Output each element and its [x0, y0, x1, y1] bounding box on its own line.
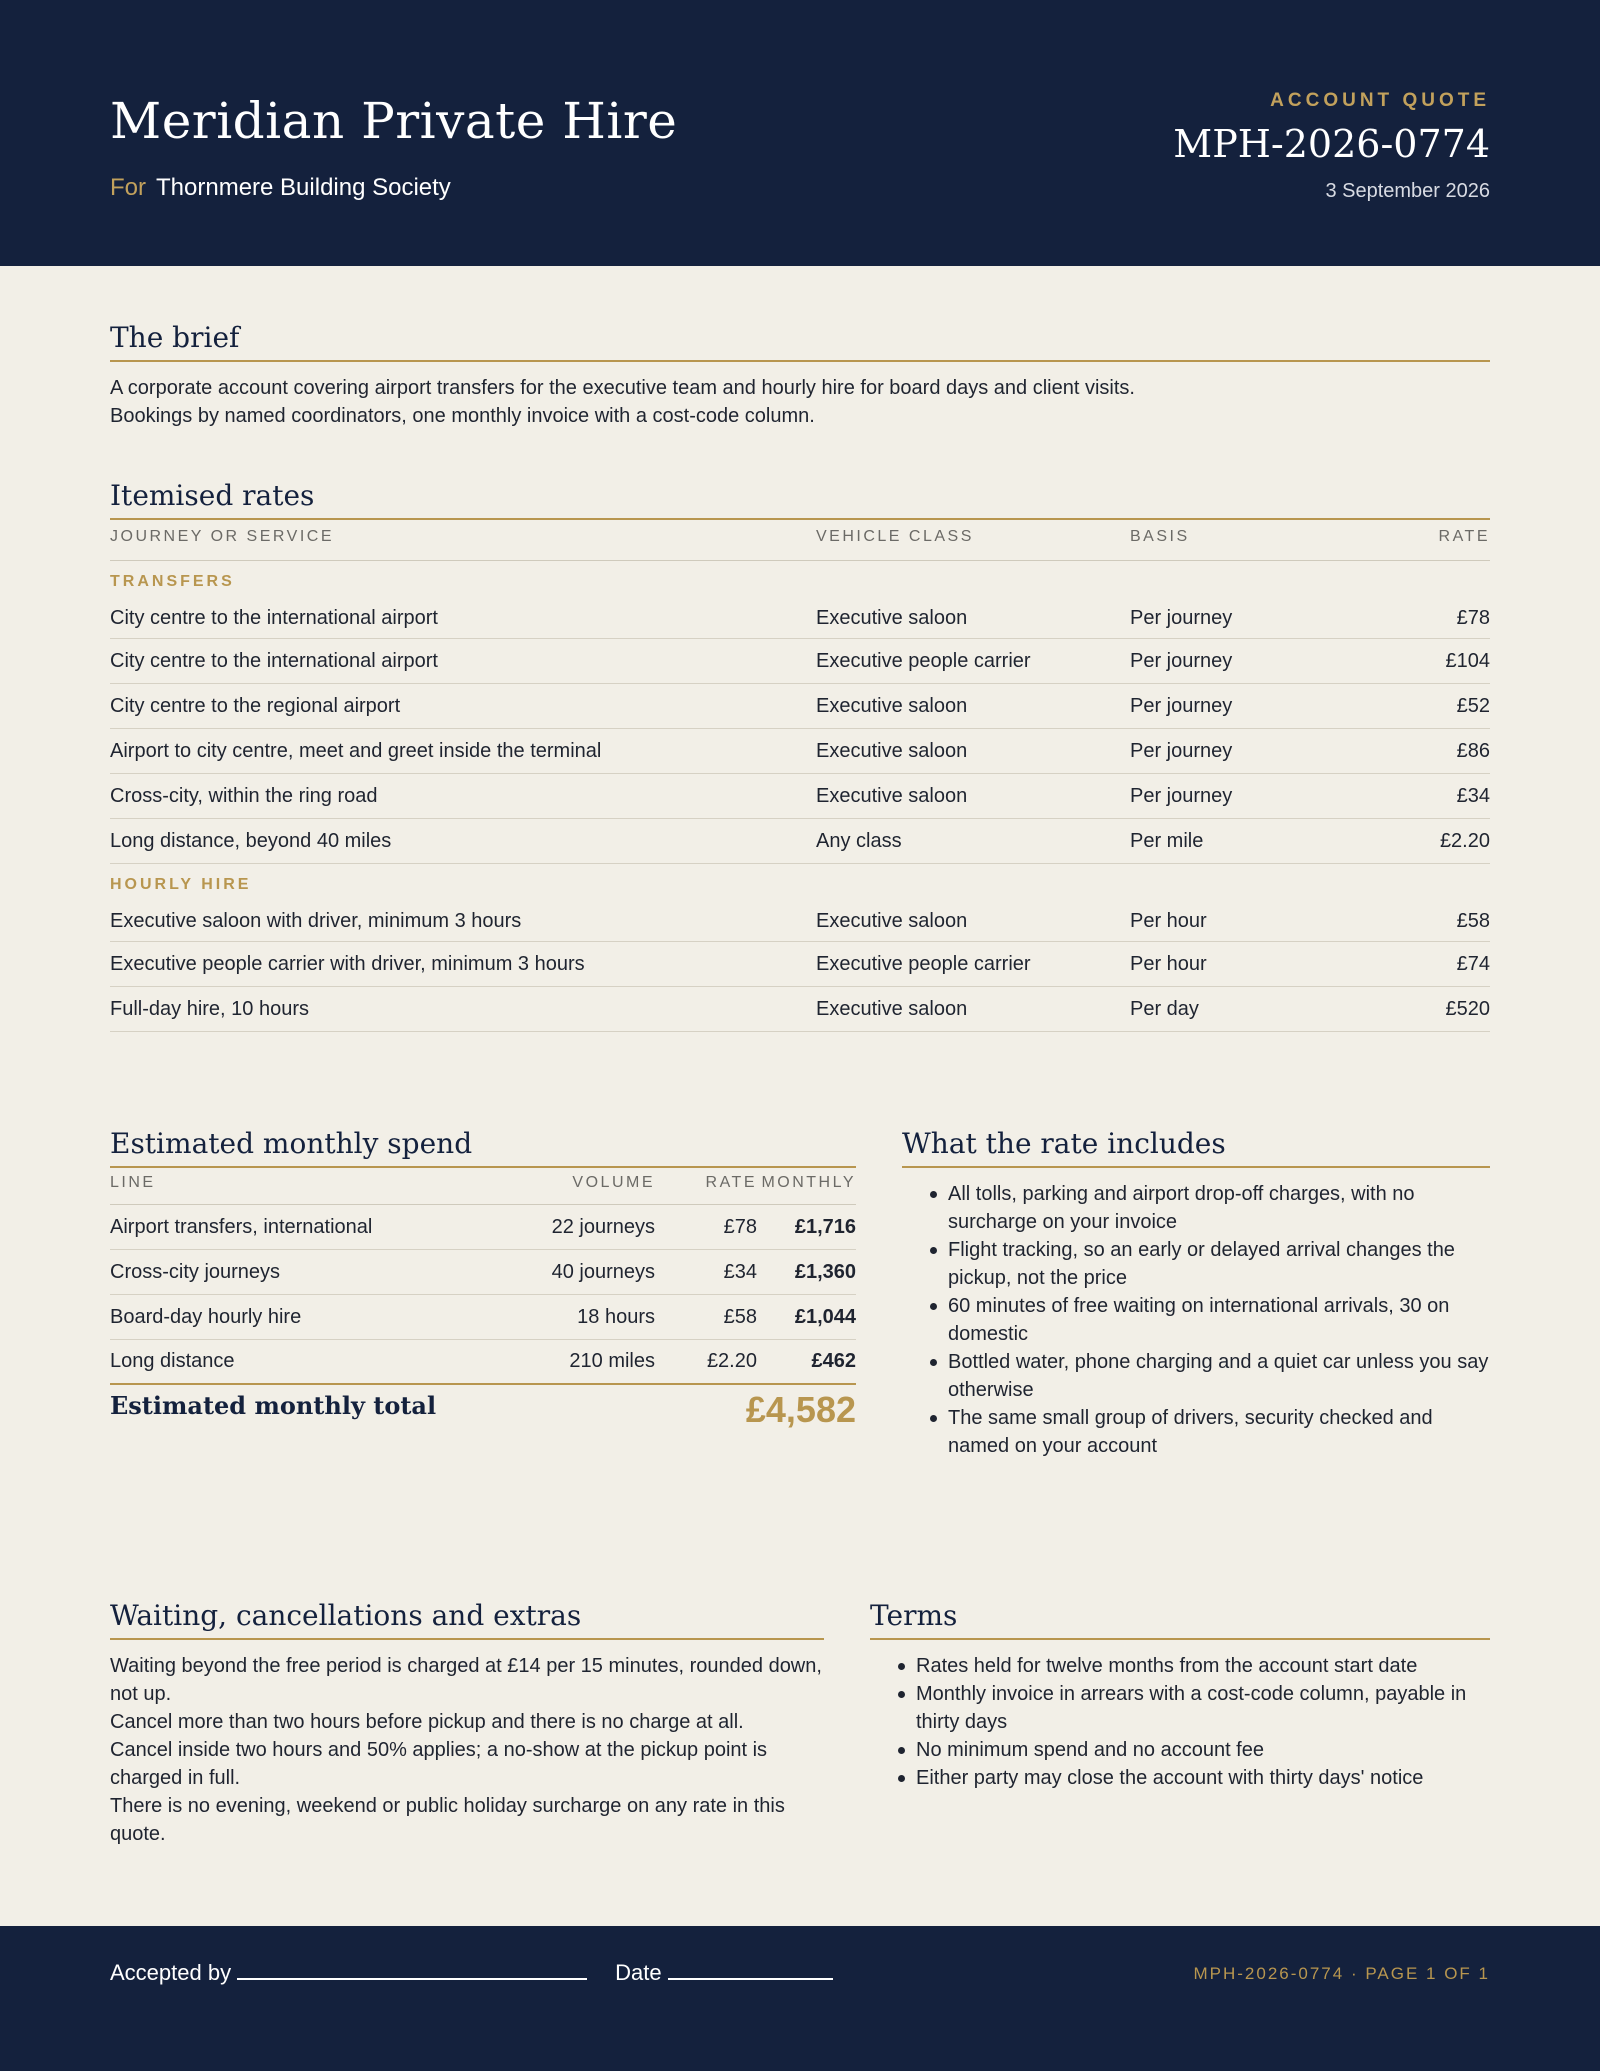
table-row	[110, 819, 1490, 864]
table-cell: City centre to the regional airport	[110, 694, 401, 717]
footer-band	[0, 1926, 1600, 2071]
table-cell: £78	[1456, 607, 1490, 630]
table-row	[110, 774, 1490, 819]
table-cell: Per journey	[1130, 739, 1233, 762]
table-row	[110, 729, 1490, 774]
table-cell: Cross-city journeys	[110, 1260, 281, 1283]
list-item: Flight tracking, so an early or delayed arrival changes the pickup, not the price	[902, 1236, 1490, 1292]
table-cell: Executive people carrier	[816, 649, 1031, 672]
terms-section	[870, 1600, 1490, 1792]
brief-section	[110, 322, 1490, 430]
table-cell: £104	[1445, 649, 1490, 672]
table-cell: £1,360	[794, 1260, 856, 1283]
rates-column-headers	[110, 520, 1490, 561]
table-cell: Executive people carrier	[816, 952, 1031, 975]
table-cell: Executive saloon	[816, 739, 968, 762]
table-cell: £462	[811, 1350, 856, 1373]
waiting-line: Cancel inside two hours and 50% applies; a no-show at the pickup point is charged in full.	[110, 1739, 768, 1790]
group-label: TRANSFERS	[110, 573, 235, 591]
includes-section	[902, 1128, 1490, 1460]
spend-section	[110, 1128, 856, 1431]
table-cell: £74	[1456, 952, 1490, 975]
spend-body	[110, 1205, 856, 1385]
table-cell: Per hour	[1130, 952, 1207, 975]
table-cell: Per journey	[1130, 649, 1233, 672]
waiting-line: Waiting beyond the free period is charged at £14 per 15 minutes, rounded down, not up.	[110, 1655, 822, 1706]
waiting-line: Cancel more than two hours before pickup and there is no charge at all.	[110, 1711, 744, 1734]
list-item: Monthly invoice in arrears with a cost-code column, payable in thirty days	[870, 1680, 1510, 1736]
table-cell: Cross-city, within the ring road	[110, 784, 378, 807]
table-cell: Any class	[816, 829, 902, 852]
table-cell: Board-day hourly hire	[110, 1305, 302, 1328]
table-cell: Full-day hire, 10 hours	[110, 997, 309, 1020]
column-header: RATE	[1438, 528, 1490, 546]
table-cell: 18 hours	[577, 1305, 655, 1328]
waiting-title: Waiting, cancellations and extras	[110, 1600, 824, 1640]
table-cell: Executive saloon	[816, 784, 968, 807]
table-row	[110, 1340, 856, 1385]
table-cell: Per journey	[1130, 784, 1233, 807]
table-row	[110, 902, 1490, 942]
table-cell: 210 miles	[569, 1350, 655, 1373]
client-line	[110, 174, 451, 202]
table-cell: 22 journeys	[551, 1215, 655, 1238]
table-cell: Executive people carrier with driver, minimum 3 hours	[110, 952, 585, 975]
list-item: All tolls, parking and airport drop-off charges, with no surcharge on your invoice	[902, 1180, 1490, 1236]
table-cell: Per journey	[1130, 694, 1233, 717]
table-cell: Per mile	[1130, 829, 1204, 852]
table-cell: £1,044	[794, 1305, 856, 1328]
table-cell: Per day	[1130, 997, 1199, 1020]
table-cell: £34	[1456, 784, 1490, 807]
table-cell: £520	[1445, 997, 1490, 1020]
total-label: Estimated monthly total	[110, 1391, 437, 1421]
list-item: Bottled water, phone charging and a quiet car unless you say otherwise	[902, 1348, 1490, 1404]
list-item: No minimum spend and no account fee	[870, 1736, 1510, 1764]
table-cell: City centre to the international airport	[110, 607, 438, 630]
table-row	[110, 639, 1490, 684]
includes-title: What the rate includes	[902, 1128, 1490, 1168]
list-item: The same small group of drivers, security checked and named on your account	[902, 1404, 1490, 1460]
rates-body	[110, 561, 1490, 1032]
spend-total	[110, 1385, 856, 1431]
table-cell: £58	[723, 1305, 757, 1328]
table-cell: Executive saloon	[816, 997, 968, 1020]
table-row	[110, 599, 1490, 639]
includes-list	[902, 1180, 1490, 1460]
column-header: BASIS	[1130, 528, 1190, 546]
table-cell: Per journey	[1130, 607, 1233, 630]
table-cell: £34	[723, 1260, 757, 1283]
brief-line: Bookings by named coordinators, one monthly invoice with a cost-code column.	[110, 405, 815, 428]
table-cell: £1,716	[794, 1215, 856, 1238]
column-header: MONTHLY	[761, 1174, 856, 1192]
table-row	[110, 1295, 856, 1340]
signature-field[interactable]	[237, 1960, 587, 1980]
table-cell: Long distance	[110, 1350, 235, 1373]
waiting-body	[110, 1652, 824, 1848]
table-row	[110, 987, 1490, 1032]
table-cell: Executive saloon with driver, minimum 3 hours	[110, 910, 522, 933]
table-cell: Executive saloon	[816, 910, 968, 933]
date-label: Date	[615, 1960, 662, 1985]
total-value: £4,582	[745, 1389, 856, 1431]
table-cell: £2.20	[706, 1350, 757, 1373]
client-name: Thornmere Building Society	[156, 174, 451, 201]
table-row	[110, 1205, 856, 1250]
table-cell: £78	[723, 1215, 757, 1238]
quote-number: MPH-2026-0774	[1173, 122, 1490, 166]
table-cell: £58	[1456, 910, 1490, 933]
footer-reference: MPH-2026-0774 · PAGE 1 OF 1	[1193, 1964, 1490, 1983]
table-cell: £86	[1456, 739, 1490, 762]
brief-text	[110, 374, 1490, 430]
terms-list	[870, 1652, 1510, 1792]
table-row	[110, 684, 1490, 729]
list-item: 60 minutes of free waiting on international arrivals, 30 on domestic	[902, 1292, 1490, 1348]
column-header: VEHICLE CLASS	[816, 528, 974, 546]
for-label: For	[110, 174, 146, 201]
spend-column-headers	[110, 1168, 856, 1205]
table-row	[110, 1250, 856, 1295]
rates-title: Itemised rates	[110, 480, 1490, 520]
table-cell: Executive saloon	[816, 607, 968, 630]
table-cell: Executive saloon	[816, 694, 968, 717]
column-header: JOURNEY OR SERVICE	[110, 528, 335, 546]
brief-title: The brief	[110, 322, 1490, 362]
table-cell: £2.20	[1439, 829, 1490, 852]
table-cell: £52	[1456, 694, 1490, 717]
list-item: Either party may close the account with thirty days' notice	[870, 1764, 1510, 1792]
spend-title: Estimated monthly spend	[110, 1128, 856, 1168]
column-header: RATE	[705, 1174, 757, 1192]
table-cell: Per hour	[1130, 910, 1207, 933]
waiting-section	[110, 1600, 824, 1848]
brand-title: Meridian Private Hire	[110, 92, 678, 150]
table-cell: Long distance, beyond 40 miles	[110, 829, 392, 852]
quote-date: 3 September 2026	[1325, 180, 1490, 202]
terms-title: Terms	[870, 1600, 1490, 1640]
table-cell: Airport transfers, international	[110, 1215, 373, 1238]
column-header: VOLUME	[572, 1174, 655, 1192]
acceptance-line	[110, 1960, 833, 1986]
table-cell: City centre to the international airport	[110, 649, 438, 672]
quote-kicker: ACCOUNT QUOTE	[1270, 90, 1490, 111]
group-label: HOURLY HIRE	[110, 876, 252, 894]
table-row	[110, 942, 1490, 987]
rates-section	[110, 480, 1490, 1032]
date-field[interactable]	[668, 1960, 833, 1980]
list-item: Rates held for twelve months from the account start date	[870, 1652, 1510, 1680]
brief-line: A corporate account covering airport transfers for the executive team and hourly hire for board days and client visits.	[110, 377, 1135, 400]
accepted-by-label: Accepted by	[110, 1960, 232, 1985]
waiting-line: There is no evening, weekend or public holiday surcharge on any rate in this quote.	[110, 1795, 785, 1846]
column-header: LINE	[110, 1174, 156, 1192]
table-cell: 40 journeys	[551, 1260, 655, 1283]
table-cell: Airport to city centre, meet and greet inside the terminal	[110, 739, 602, 762]
header-band	[0, 0, 1600, 266]
